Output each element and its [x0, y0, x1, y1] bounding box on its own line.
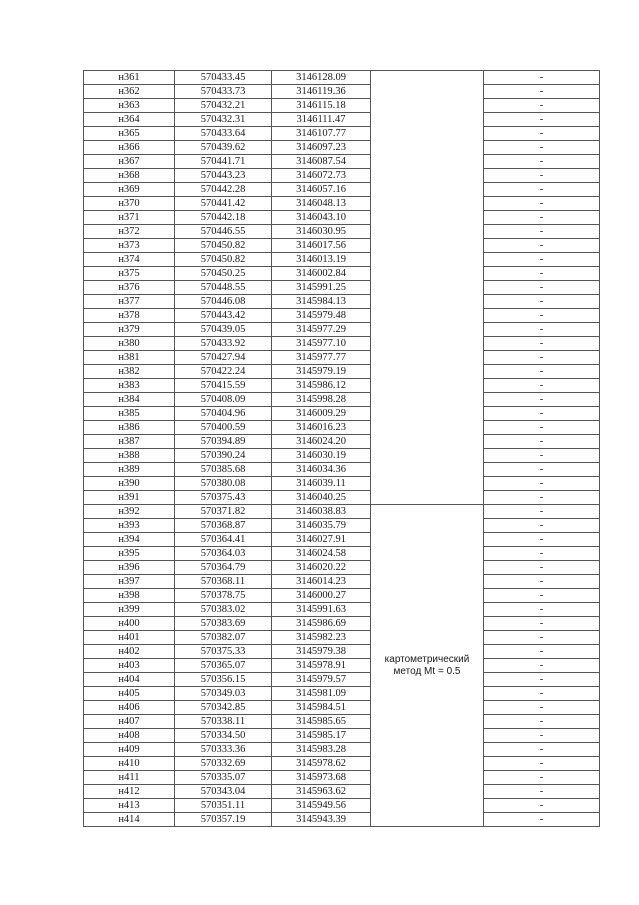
point-number-cell: н410: [84, 757, 175, 771]
point-number-cell: н388: [84, 449, 175, 463]
extra-value-cell: -: [484, 575, 600, 589]
x-coordinate-cell: 570448.55: [175, 281, 272, 295]
y-coordinate-cell: 3146097.23: [272, 141, 371, 155]
y-coordinate-cell: 3146119.36: [272, 85, 371, 99]
point-number-cell: н375: [84, 267, 175, 281]
table-row: [84, 771, 600, 785]
x-coordinate-cell: 570442.18: [175, 211, 272, 225]
extra-value-cell: -: [484, 603, 600, 617]
y-coordinate-cell: 3146115.18: [272, 99, 371, 113]
table-row: [84, 197, 600, 211]
x-coordinate-cell: 570343.04: [175, 785, 272, 799]
point-number-cell: н401: [84, 631, 175, 645]
extra-value-cell: -: [484, 785, 600, 799]
extra-value-cell: -: [484, 449, 600, 463]
extra-value-cell: -: [484, 491, 600, 505]
y-coordinate-cell: 3146048.13: [272, 197, 371, 211]
y-coordinate-cell: 3146107.77: [272, 127, 371, 141]
method-label-line1: картометрический: [384, 653, 470, 665]
extra-value-cell: -: [484, 505, 600, 519]
x-coordinate-cell: 570441.71: [175, 155, 272, 169]
point-number-cell: н403: [84, 659, 175, 673]
table-row: [84, 85, 600, 99]
y-coordinate-cell: 3145991.63: [272, 603, 371, 617]
point-number-cell: н373: [84, 239, 175, 253]
extra-value-cell: -: [484, 547, 600, 561]
table-row: [84, 337, 600, 351]
extra-value-cell: -: [484, 239, 600, 253]
y-coordinate-cell: 3146030.95: [272, 225, 371, 239]
table-row: [84, 729, 600, 743]
y-coordinate-cell: 3146038.83: [272, 505, 371, 519]
table-row: [84, 813, 600, 827]
table-row: [84, 547, 600, 561]
x-coordinate-cell: 570441.42: [175, 197, 272, 211]
extra-value-cell: -: [484, 155, 600, 169]
point-number-cell: н369: [84, 183, 175, 197]
y-coordinate-cell: 3145986.69: [272, 617, 371, 631]
table-row: [84, 785, 600, 799]
y-coordinate-cell: 3145943.39: [272, 813, 371, 827]
point-number-cell: н385: [84, 407, 175, 421]
y-coordinate-cell: 3145979.57: [272, 673, 371, 687]
x-coordinate-cell: 570433.92: [175, 337, 272, 351]
extra-value-cell: -: [484, 365, 600, 379]
x-coordinate-cell: 570433.45: [175, 71, 272, 85]
table-row: [84, 365, 600, 379]
coordinates-table-body: [84, 71, 600, 827]
point-number-cell: н380: [84, 337, 175, 351]
x-coordinate-cell: 570383.69: [175, 617, 272, 631]
y-coordinate-cell: 3146087.54: [272, 155, 371, 169]
extra-value-cell: -: [484, 71, 600, 85]
x-coordinate-cell: 570422.24: [175, 365, 272, 379]
extra-value-cell: -: [484, 561, 600, 575]
x-coordinate-cell: 570364.41: [175, 533, 272, 547]
point-number-cell: н397: [84, 575, 175, 589]
point-number-cell: н384: [84, 393, 175, 407]
table-row: [84, 449, 600, 463]
y-coordinate-cell: 3146027.91: [272, 533, 371, 547]
y-coordinate-cell: 3146016.23: [272, 421, 371, 435]
extra-value-cell: -: [484, 477, 600, 491]
point-number-cell: н391: [84, 491, 175, 505]
table-row: [84, 169, 600, 183]
y-coordinate-cell: 3145998.28: [272, 393, 371, 407]
point-number-cell: н411: [84, 771, 175, 785]
extra-value-cell: -: [484, 127, 600, 141]
extra-value-cell: -: [484, 463, 600, 477]
x-coordinate-cell: 570334.50: [175, 729, 272, 743]
extra-value-cell: -: [484, 813, 600, 827]
point-number-cell: н413: [84, 799, 175, 813]
x-coordinate-cell: 570375.33: [175, 645, 272, 659]
point-number-cell: н407: [84, 715, 175, 729]
x-coordinate-cell: 570349.03: [175, 687, 272, 701]
y-coordinate-cell: 3146024.58: [272, 547, 371, 561]
table-row: [84, 225, 600, 239]
extra-value-cell: -: [484, 379, 600, 393]
table-row: [84, 533, 600, 547]
extra-value-cell: -: [484, 323, 600, 337]
point-number-cell: н398: [84, 589, 175, 603]
x-coordinate-cell: 570390.24: [175, 449, 272, 463]
point-number-cell: н365: [84, 127, 175, 141]
x-coordinate-cell: 570380.08: [175, 477, 272, 491]
point-number-cell: н414: [84, 813, 175, 827]
x-coordinate-cell: 570357.19: [175, 813, 272, 827]
y-coordinate-cell: 3146020.22: [272, 561, 371, 575]
y-coordinate-cell: 3145978.91: [272, 659, 371, 673]
x-coordinate-cell: 570446.08: [175, 295, 272, 309]
x-coordinate-cell: 570368.87: [175, 519, 272, 533]
y-coordinate-cell: 3146040.25: [272, 491, 371, 505]
table-row: [84, 323, 600, 337]
x-coordinate-cell: 570443.23: [175, 169, 272, 183]
extra-value-cell: -: [484, 211, 600, 225]
point-number-cell: н361: [84, 71, 175, 85]
point-number-cell: н370: [84, 197, 175, 211]
extra-value-cell: -: [484, 631, 600, 645]
point-number-cell: н378: [84, 309, 175, 323]
extra-value-cell: -: [484, 659, 600, 673]
x-coordinate-cell: 570365.07: [175, 659, 272, 673]
x-coordinate-cell: 570351.11: [175, 799, 272, 813]
point-number-cell: н389: [84, 463, 175, 477]
table-row: [84, 743, 600, 757]
table-row: [84, 183, 600, 197]
x-coordinate-cell: 570427.94: [175, 351, 272, 365]
x-coordinate-cell: 570408.09: [175, 393, 272, 407]
point-number-cell: н377: [84, 295, 175, 309]
y-coordinate-cell: 3146009.29: [272, 407, 371, 421]
extra-value-cell: -: [484, 183, 600, 197]
extra-value-cell: -: [484, 701, 600, 715]
extra-value-cell: -: [484, 645, 600, 659]
table-row: [84, 253, 600, 267]
extra-value-cell: -: [484, 533, 600, 547]
x-coordinate-cell: 570446.55: [175, 225, 272, 239]
table-row: [84, 141, 600, 155]
extra-value-cell: -: [484, 281, 600, 295]
table-row: [84, 463, 600, 477]
point-number-cell: н366: [84, 141, 175, 155]
coordinates-sheet: [83, 70, 600, 827]
extra-value-cell: -: [484, 295, 600, 309]
y-coordinate-cell: 3146013.19: [272, 253, 371, 267]
y-coordinate-cell: 3145979.38: [272, 645, 371, 659]
point-number-cell: н404: [84, 673, 175, 687]
point-number-cell: н409: [84, 743, 175, 757]
extra-value-cell: -: [484, 519, 600, 533]
y-coordinate-cell: 3145985.17: [272, 729, 371, 743]
table-row: [84, 127, 600, 141]
y-coordinate-cell: 3146030.19: [272, 449, 371, 463]
table-row: [84, 309, 600, 323]
table-row: [84, 281, 600, 295]
point-number-cell: н368: [84, 169, 175, 183]
y-coordinate-cell: 3145984.51: [272, 701, 371, 715]
extra-value-cell: -: [484, 729, 600, 743]
table-row: [84, 519, 600, 533]
x-coordinate-cell: 570450.82: [175, 239, 272, 253]
table-row: [84, 673, 600, 687]
x-coordinate-cell: 570332.69: [175, 757, 272, 771]
point-number-cell: н412: [84, 785, 175, 799]
x-coordinate-cell: 570432.21: [175, 99, 272, 113]
extra-value-cell: -: [484, 715, 600, 729]
table-row: [84, 421, 600, 435]
extra-value-cell: -: [484, 407, 600, 421]
point-number-cell: н374: [84, 253, 175, 267]
table-row: [84, 617, 600, 631]
table-row: [84, 379, 600, 393]
x-coordinate-cell: 570342.85: [175, 701, 272, 715]
table-row: [84, 561, 600, 575]
extra-value-cell: -: [484, 337, 600, 351]
extra-value-cell: -: [484, 351, 600, 365]
x-coordinate-cell: 570338.11: [175, 715, 272, 729]
y-coordinate-cell: 3146111.47: [272, 113, 371, 127]
point-number-cell: н371: [84, 211, 175, 225]
y-coordinate-cell: 3145977.10: [272, 337, 371, 351]
y-coordinate-cell: 3145981.09: [272, 687, 371, 701]
table-row: [84, 155, 600, 169]
extra-value-cell: -: [484, 799, 600, 813]
extra-value-cell: -: [484, 253, 600, 267]
extra-value-cell: -: [484, 421, 600, 435]
x-coordinate-cell: 570443.42: [175, 309, 272, 323]
table-row: [84, 631, 600, 645]
point-number-cell: н364: [84, 113, 175, 127]
x-coordinate-cell: 570364.03: [175, 547, 272, 561]
method-cell: [371, 505, 484, 827]
y-coordinate-cell: 3145979.19: [272, 365, 371, 379]
point-number-cell: н406: [84, 701, 175, 715]
extra-value-cell: -: [484, 687, 600, 701]
y-coordinate-cell: 3146039.11: [272, 477, 371, 491]
y-coordinate-cell: 3145984.13: [272, 295, 371, 309]
table-row: [84, 407, 600, 421]
x-coordinate-cell: 570356.15: [175, 673, 272, 687]
y-coordinate-cell: 3145982.23: [272, 631, 371, 645]
x-coordinate-cell: 570335.07: [175, 771, 272, 785]
point-number-cell: н392: [84, 505, 175, 519]
coordinates-table: [83, 70, 600, 827]
x-coordinate-cell: 570364.79: [175, 561, 272, 575]
x-coordinate-cell: 570400.59: [175, 421, 272, 435]
table-row: [84, 239, 600, 253]
y-coordinate-cell: 3146057.16: [272, 183, 371, 197]
extra-value-cell: -: [484, 743, 600, 757]
point-number-cell: н363: [84, 99, 175, 113]
x-coordinate-cell: 570404.96: [175, 407, 272, 421]
point-number-cell: н394: [84, 533, 175, 547]
y-coordinate-cell: 3146072.73: [272, 169, 371, 183]
point-number-cell: н372: [84, 225, 175, 239]
table-row: [84, 435, 600, 449]
x-coordinate-cell: 570450.25: [175, 267, 272, 281]
table-row: [84, 477, 600, 491]
y-coordinate-cell: 3145979.48: [272, 309, 371, 323]
table-row: [84, 603, 600, 617]
point-number-cell: н402: [84, 645, 175, 659]
extra-value-cell: -: [484, 435, 600, 449]
point-number-cell: н362: [84, 85, 175, 99]
x-coordinate-cell: 570385.68: [175, 463, 272, 477]
y-coordinate-cell: 3146128.09: [272, 71, 371, 85]
extra-value-cell: -: [484, 309, 600, 323]
extra-value-cell: -: [484, 617, 600, 631]
y-coordinate-cell: 3146002.84: [272, 267, 371, 281]
x-coordinate-cell: 570439.05: [175, 323, 272, 337]
y-coordinate-cell: 3145986.12: [272, 379, 371, 393]
y-coordinate-cell: 3145949.56: [272, 799, 371, 813]
y-coordinate-cell: 3145977.29: [272, 323, 371, 337]
y-coordinate-cell: 3145963.62: [272, 785, 371, 799]
point-number-cell: н400: [84, 617, 175, 631]
y-coordinate-cell: 3146017.56: [272, 239, 371, 253]
x-coordinate-cell: 570371.82: [175, 505, 272, 519]
x-coordinate-cell: 570450.82: [175, 253, 272, 267]
extra-value-cell: -: [484, 113, 600, 127]
extra-value-cell: -: [484, 99, 600, 113]
extra-value-cell: -: [484, 197, 600, 211]
extra-value-cell: -: [484, 771, 600, 785]
x-coordinate-cell: 570383.02: [175, 603, 272, 617]
extra-value-cell: -: [484, 589, 600, 603]
point-number-cell: н383: [84, 379, 175, 393]
extra-value-cell: -: [484, 267, 600, 281]
extra-value-cell: -: [484, 85, 600, 99]
extra-value-cell: -: [484, 673, 600, 687]
table-row: [84, 71, 600, 85]
table-row: [84, 491, 600, 505]
y-coordinate-cell: 3146034.36: [272, 463, 371, 477]
point-number-cell: н376: [84, 281, 175, 295]
y-coordinate-cell: 3146024.20: [272, 435, 371, 449]
x-coordinate-cell: 570442.28: [175, 183, 272, 197]
table-row: [84, 295, 600, 309]
table-row: [84, 267, 600, 281]
extra-value-cell: -: [484, 169, 600, 183]
table-row: [84, 99, 600, 113]
point-number-cell: н382: [84, 365, 175, 379]
table-row: [84, 687, 600, 701]
point-number-cell: н387: [84, 435, 175, 449]
x-coordinate-cell: 570368.11: [175, 575, 272, 589]
table-row: [84, 505, 600, 519]
y-coordinate-cell: 3145977.77: [272, 351, 371, 365]
x-coordinate-cell: 570382.07: [175, 631, 272, 645]
point-number-cell: н395: [84, 547, 175, 561]
y-coordinate-cell: 3146035.79: [272, 519, 371, 533]
table-row: [84, 715, 600, 729]
y-coordinate-cell: 3145985.65: [272, 715, 371, 729]
x-coordinate-cell: 570375.43: [175, 491, 272, 505]
table-row: [84, 757, 600, 771]
method-label-line2: метод Mt = 0.5: [393, 665, 461, 677]
table-row: [84, 701, 600, 715]
table-row: [84, 393, 600, 407]
y-coordinate-cell: 3146000.27: [272, 589, 371, 603]
x-coordinate-cell: 570394.89: [175, 435, 272, 449]
table-row: [84, 645, 600, 659]
point-number-cell: н408: [84, 729, 175, 743]
x-coordinate-cell: 570378.75: [175, 589, 272, 603]
x-coordinate-cell: 570415.59: [175, 379, 272, 393]
x-coordinate-cell: 570433.64: [175, 127, 272, 141]
y-coordinate-cell: 3145978.62: [272, 757, 371, 771]
x-coordinate-cell: 570432.31: [175, 113, 272, 127]
extra-value-cell: -: [484, 757, 600, 771]
y-coordinate-cell: 3146043.10: [272, 211, 371, 225]
table-row: [84, 575, 600, 589]
y-coordinate-cell: 3146014.23: [272, 575, 371, 589]
point-number-cell: н390: [84, 477, 175, 491]
point-number-cell: н379: [84, 323, 175, 337]
y-coordinate-cell: 3145983.28: [272, 743, 371, 757]
table-row: [84, 589, 600, 603]
table-row: [84, 659, 600, 673]
extra-value-cell: -: [484, 225, 600, 239]
point-number-cell: н396: [84, 561, 175, 575]
point-number-cell: н405: [84, 687, 175, 701]
x-coordinate-cell: 570333.36: [175, 743, 272, 757]
point-number-cell: н386: [84, 421, 175, 435]
extra-value-cell: -: [484, 393, 600, 407]
table-row: [84, 113, 600, 127]
point-number-cell: н393: [84, 519, 175, 533]
y-coordinate-cell: 3145991.25: [272, 281, 371, 295]
x-coordinate-cell: 570433.73: [175, 85, 272, 99]
point-number-cell: н399: [84, 603, 175, 617]
point-number-cell: н367: [84, 155, 175, 169]
y-coordinate-cell: 3145973.68: [272, 771, 371, 785]
table-row: [84, 799, 600, 813]
method-cell-upper: [371, 71, 484, 505]
point-number-cell: н381: [84, 351, 175, 365]
table-row: [84, 211, 600, 225]
table-row: [84, 351, 600, 365]
extra-value-cell: -: [484, 141, 600, 155]
x-coordinate-cell: 570439.62: [175, 141, 272, 155]
